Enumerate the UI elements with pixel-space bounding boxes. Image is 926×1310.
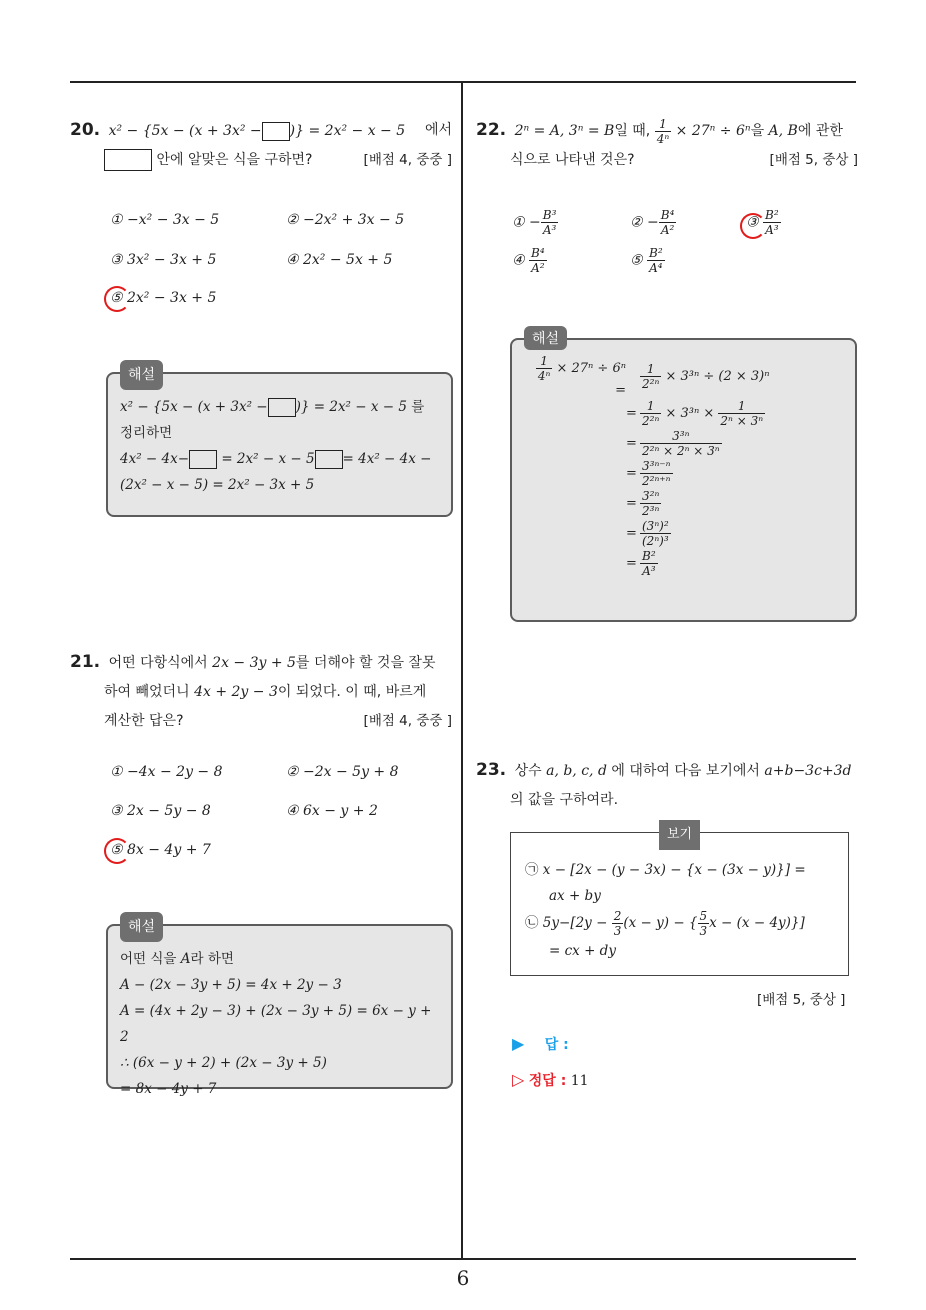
option-5[interactable]: ⑤ 2x² − 3x + 5: [110, 290, 217, 306]
column-divider: [461, 83, 463, 1258]
option-4[interactable]: ④ 6x − y + 2: [286, 803, 378, 819]
answer-circle-mark: [104, 286, 130, 312]
question-20: 20. x² − {5x − (x + 3x² − )} = 2x² − x − 5 에서 안에 알맞은 식을 구하면? [배점 4, 중중 ]: [70, 116, 452, 175]
answer-circle-mark: [740, 213, 766, 239]
option-4[interactable]: ④ $\frac{\text{B⁴}}{\text{A²}}$: [512, 246, 545, 275]
option-1[interactable]: ① −x² − 3x − 5: [110, 212, 220, 228]
option-4[interactable]: ④ 2x² − 5x + 5: [286, 252, 393, 268]
example-box: 보기 ㉠ x − [2x − (y − 3x) − {x − (3x − y)}] = ax + by ㉡ 5y−[2y − $\frac{2}{3}$ (x − y) − { $\frac{5}{3}$ x − (x − 4y)}] = cx + dy: [510, 832, 849, 976]
option-1[interactable]: ① − $\frac{\text{B³}}{\text{A³}}$: [512, 208, 557, 237]
points-label: [배점 4, 중중 ]: [363, 713, 452, 729]
fraction: $\frac{2}{3}$: [613, 909, 622, 938]
solution-tag: 해설: [120, 360, 163, 390]
option-2[interactable]: ② −2x − 5y + 8: [286, 764, 399, 780]
example-tag: 보기: [659, 820, 700, 850]
solution-box-21: 해설 어떤 식을 A라 하면 A − (2x − 3y + 5) = 4x + 2y − 3 A = (4x + 2y − 3) + (2x − 3y + 5) = 6x − y + 2 ∴ (6x − y + 2) + (2x − 3y + 5) = 8x − 4y + 7: [106, 924, 453, 1089]
play-arrow-icon: ▶: [512, 1034, 525, 1053]
question-number: 22.: [476, 120, 507, 140]
option-3[interactable]: ③ $\frac{\text{B²}}{\text{A³}}$: [746, 208, 779, 237]
option-5[interactable]: ⑤ 8x − 4y + 7: [110, 842, 211, 858]
option-2[interactable]: ② −2x² + 3x − 5: [286, 212, 405, 228]
option-3[interactable]: ③ 3x² − 3x + 5: [110, 252, 217, 268]
question-number: 23.: [476, 760, 507, 780]
page-number: 6: [456, 1266, 470, 1290]
solution-tag: 해설: [524, 326, 567, 350]
blank-box: [189, 450, 217, 469]
option-1[interactable]: ① −4x − 2y − 8: [110, 764, 223, 780]
fraction: $\frac{5}{3}$: [699, 909, 708, 938]
blank-box: [315, 450, 343, 469]
question-number: 21.: [70, 652, 101, 672]
answer-row: ▶ 답 :: [512, 1034, 569, 1053]
solution-box-20: 해설 x² − {5x − (x + 3x² − )} = 2x² − x − 5 를 정리하면 4x² − 4x− = 2x² − x − 5 = 4x² − 4x − (2x² − x − 5) = 2x² − 3x + 5: [106, 372, 453, 517]
points-label: [배점 5, 중상 ]: [769, 152, 858, 168]
bottom-rule: [70, 1258, 856, 1260]
option-2[interactable]: ② − $\frac{\text{B⁴}}{\text{A²}}$: [630, 208, 675, 237]
top-rule: [70, 81, 856, 83]
option-5[interactable]: ⑤ $\frac{\text{B²}}{\text{A⁴}}$: [630, 246, 663, 275]
points-label: [배점 5, 중상 ]: [757, 992, 846, 1008]
correct-answer-row: ▷ 정답 : 11: [512, 1070, 589, 1089]
question-21: 21. 어떤 다항식에서 2x − 3y + 5를 더해야 할 것을 잘못 하여 빼었더니 4x + 2y − 3이 되었다. 이 때, 바르게 계산한 답은? [배점 4, 중중 ]: [70, 648, 452, 736]
answer-circle-mark: [104, 838, 130, 864]
answer-blank-box: [104, 149, 152, 171]
answer-box-small: [262, 122, 290, 141]
question-22: 22. 2ⁿ = A, 3ⁿ = B일 때, $\frac{1}{\text{4ⁿ}}$ × 27ⁿ ÷ 6ⁿ을 A, B에 관한 식으로 나타낸 것은? [배점 5, 중상 ]: [476, 116, 858, 175]
question-23: 23. 상수 a, b, c, d 에 대하여 다음 보기에서 a+b−3c+3d 의 값을 구하여라.: [476, 760, 852, 808]
outline-arrow-icon: ▷: [512, 1070, 525, 1089]
option-3[interactable]: ③ 2x − 5y − 8: [110, 803, 211, 819]
fraction: $\frac{1}{\text{4ⁿ}}$: [656, 116, 670, 146]
points-label: [배점 4, 중중 ]: [363, 152, 452, 168]
solution-box-22: 해설 $\frac{1}{\text{4ⁿ}}$ × 27ⁿ ÷ 6ⁿ = $\frac{1}{\text{2²ⁿ}}$ × 3³ⁿ ÷ (2 × 3)ⁿ = $\frac{1}{\text{2²ⁿ}}$ × 3³ⁿ × $\frac{1}{\text{2ⁿ × 3ⁿ}}$ = $\frac{\text{3³ⁿ}}{\text{2²ⁿ × 2ⁿ × 3ⁿ}}$ = $\frac{\text{3³ⁿ⁻ⁿ}}{\text{2²ⁿ⁺ⁿ}}$ = $\frac{\text{3²ⁿ}}{\text{2³ⁿ}}$ = $\frac{\text{(3ⁿ)²}}{\text{(2ⁿ)³}}$ = $\frac{\text{B²}}{\text{A³}}$: [510, 338, 857, 622]
solution-tag: 해설: [120, 912, 163, 942]
question-number: 20.: [70, 120, 101, 140]
blank-box: [268, 398, 296, 417]
